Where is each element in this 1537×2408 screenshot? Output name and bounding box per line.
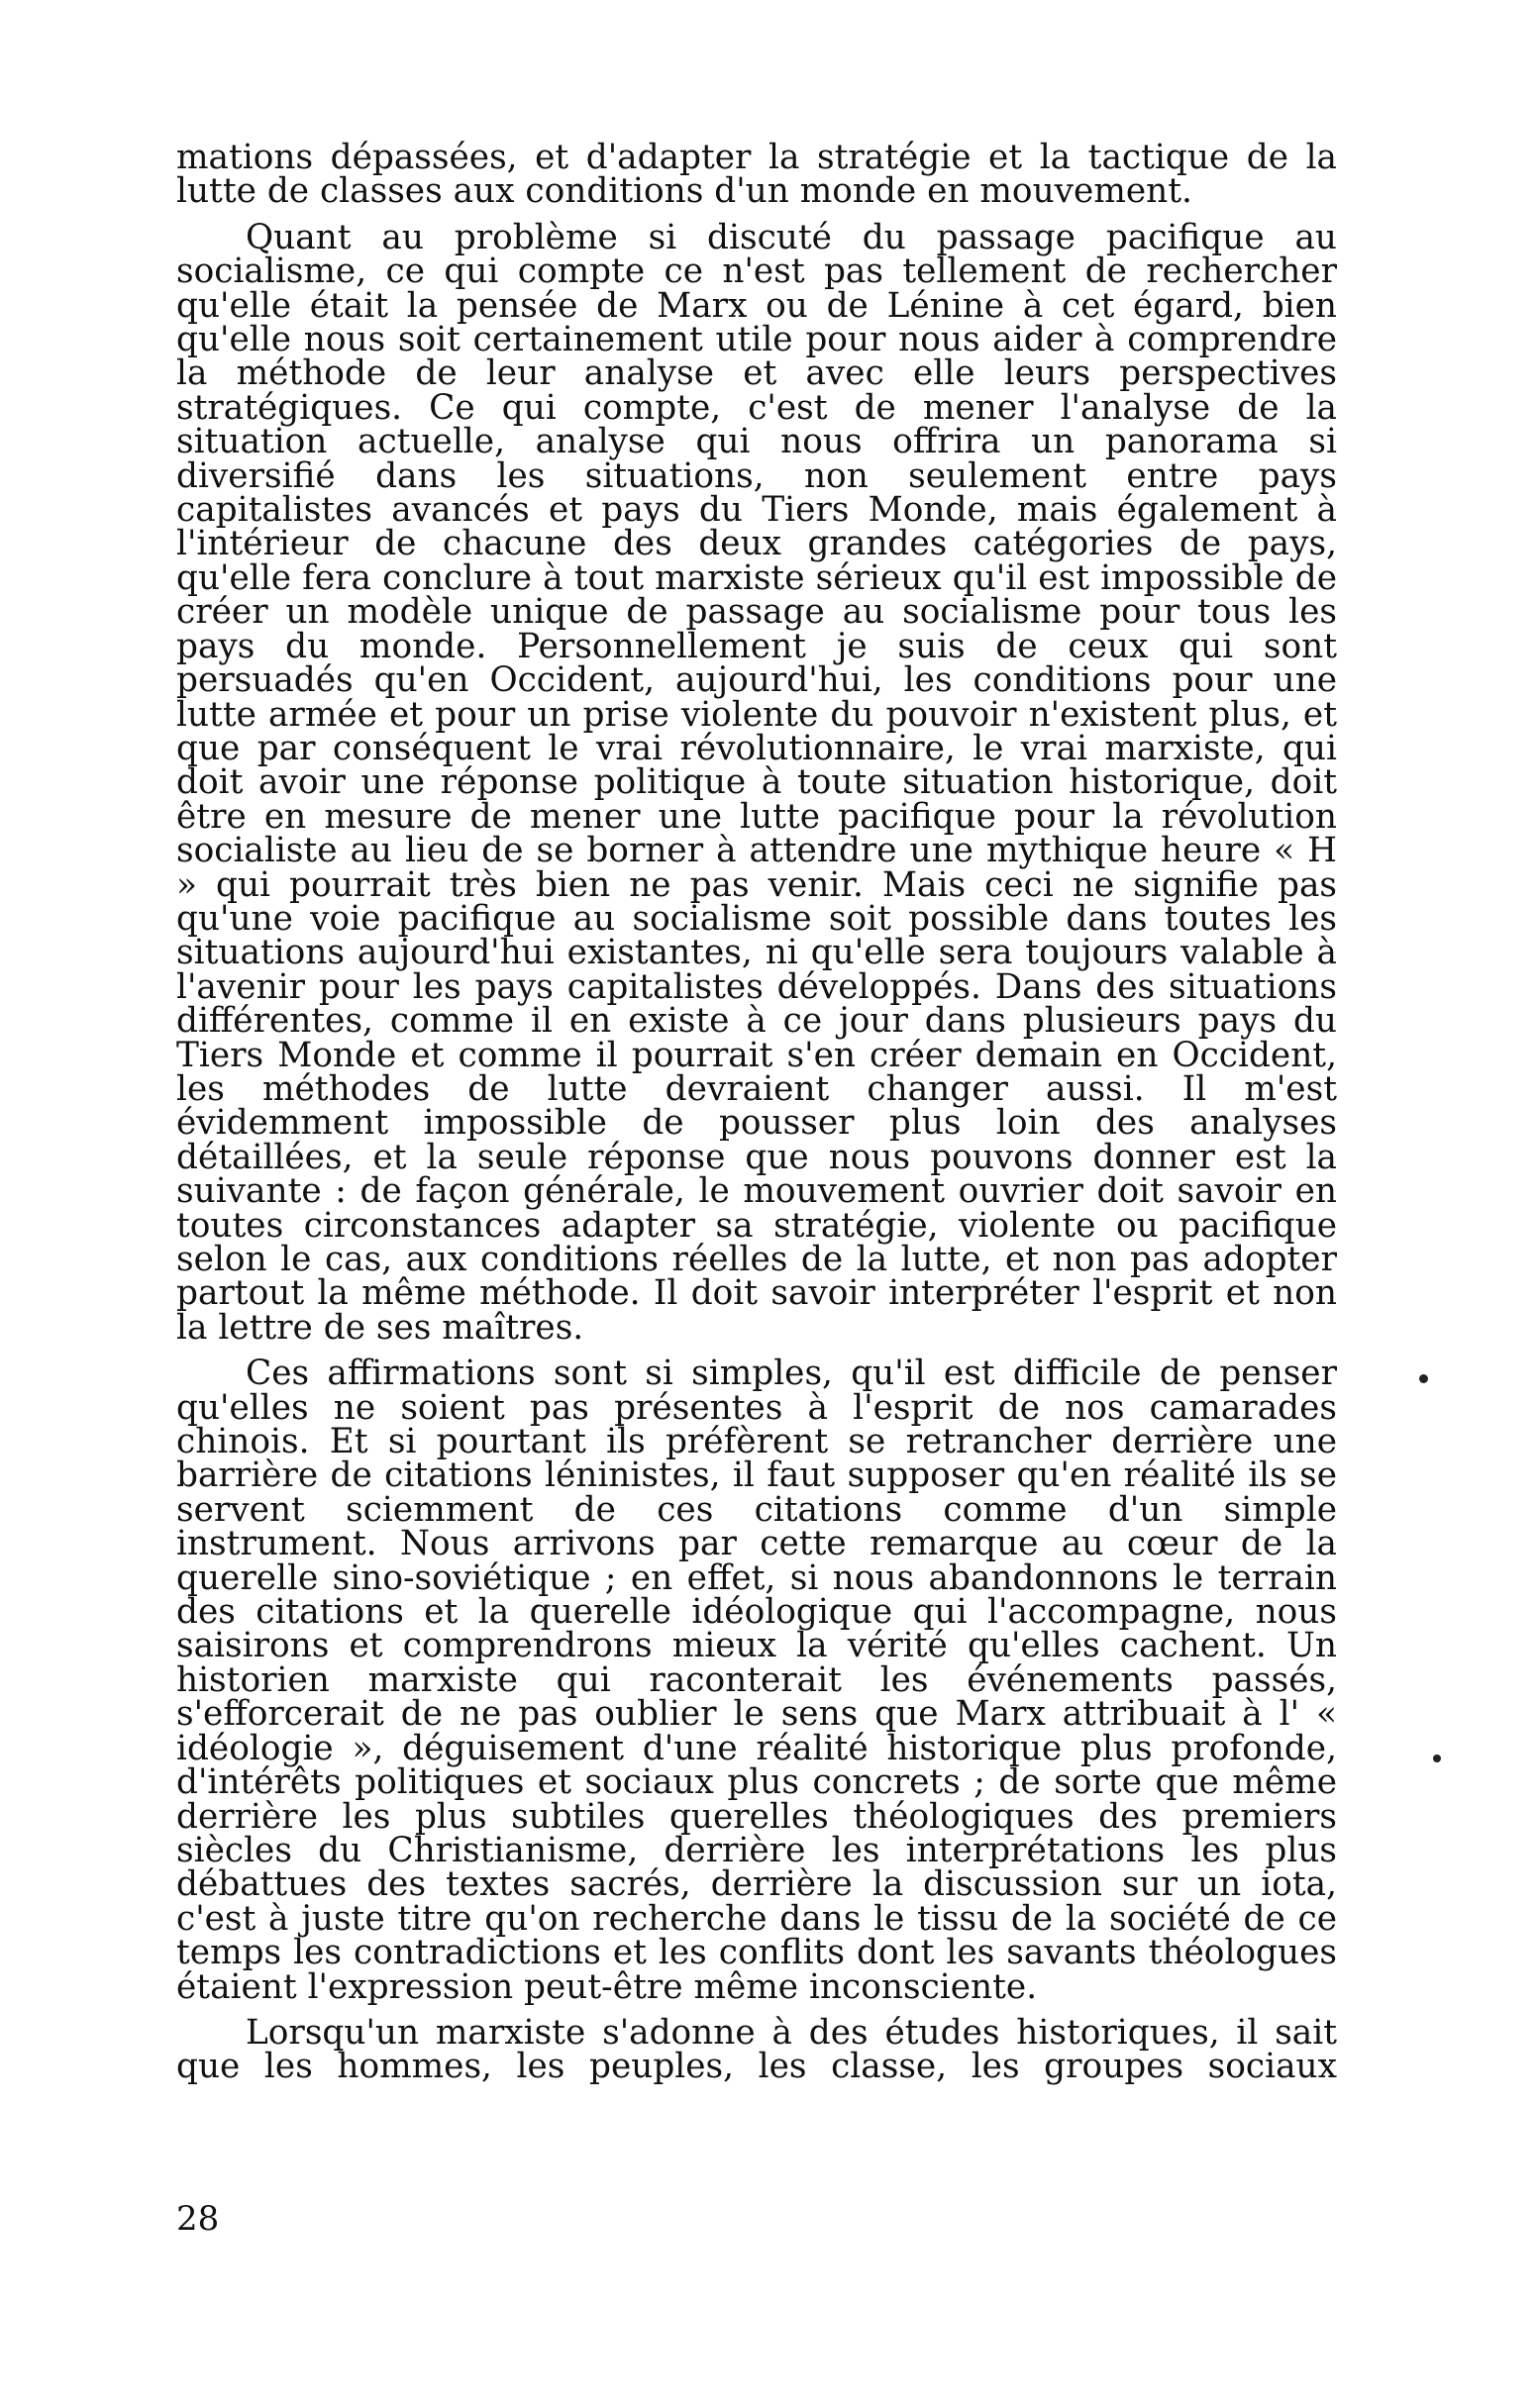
scan-speck [1419, 1374, 1428, 1383]
paragraph-4: Lorsqu'un marxiste s'adonne à des études historiques, il sait que les hommes, les peuples, les classe, les groupes sociaux [176, 2012, 1337, 2087]
scan-speck [1433, 1755, 1441, 1762]
text-body [176, 138, 1337, 2087]
paragraph-2: Quant au problème si discuté du passage pacifique au socialisme, ce qui compte ce n'est pas tellement de rechercher qu'elle était la pensée de Marx ou de Lénine à cet égard, bien qu'elle nous soit certainement utile pour nous aider à comprendre la méthode de leur analyse et avec elle leurs perspectives stratégiques. Ce qui compte, c'est de mener l'analyse de la situation actuelle, analyse qui nous offrira un panorama si diversifié dans les situations, non seulement entre pays capitalistes avancés et pays du Tiers Monde, mais également à l'intérieur de chacune des deux grandes catégories de pays, qu'elle fera conclure à tout marxiste sérieux qu'il est impossible de créer un modèle unique de passage au socialisme pour tous les pays du monde. Personnellement je suis de ceux qui sont persuadés qu'en Occident, aujourd'hui, les conditions pour une lutte armée et pour un prise violente du pouvoir n'existent plus, et que par conséquent le vrai révolutionnaire, le vrai marxiste, qui doit avoir une réponse politique à toute situation historique, doit être en mesure de mener une lutte pacifique pour la révolution socialiste au lieu de se borner à attendre une mythique heure « H » qui pourrait très bien ne pas venir. Mais ceci ne signifie pas qu'une voie pacifique au socialisme soit possible dans toutes les situations aujourd'hui existantes, ni qu'elle sera toujours valable à l'avenir pour les pays capitalistes développés. Dans des situations différentes, comme il en existe à ce jour dans plusieurs pays du Tiers Monde et comme il pourrait s'en créer demain en Occident, les méthodes de lutte devraient changer aussi. Il m'est évidemment impossible de pousser plus loin des analyses détaillées, et la seule réponse que nous pouvons donner est la suivante : de façon générale, le mouvement ouvrier doit savoir en toutes circonstances adapter sa stratégie, violente ou pacifique selon le cas, aux conditions réelles de la lutte, et non pas adopter partout la même méthode. Il doit savoir interpréter l'esprit et non la lettre de ses maîtres. [176, 217, 1337, 1348]
paragraph-3: Ces affirmations sont si simples, qu'il est difficile de penser qu'elles ne soient pas présentes à l'esprit de nos camarades chinois. Et si pourtant ils préfèrent se retrancher derrière une barrière de citations léninistes, il faut supposer qu'en réalité ils se servent sciemment de ces citations comme d'un simple instrument. Nous arrivons par cette remarque au cœur de la querelle sino-soviétique ; en effet, si nous abandonnons le terrain des citations et la querelle idéologique qui l'accompagne, nous saisirons et comprendrons mieux la vérité qu'elles cachent. Un historien marxiste qui raconterait les événements passés, s'efforcerait de ne pas oublier le sens que Marx attribuait à l' « idéologie », déguisement d'une réalité historique plus profonde, d'intérêts politiques et sociaux plus concrets ; de sorte que même derrière les plus subtiles querelles théologiques des premiers siècles du Christianisme, derrière les interprétations les plus débattues des textes sacrés, derrière la discussion sur un iota, c'est à juste titre qu'on recherche dans le tissu de la société de ce temps les contradictions et les conflits dont les savants théologues étaient l'expression peut-être même inconsciente. [176, 1354, 1337, 2007]
page-number: 28 [176, 2199, 220, 2239]
paragraph-1: mations dépassées, et d'adapter la stratégie et la tactique de la lutte de classes aux conditions d'un monde en mouvement. [176, 138, 1337, 212]
